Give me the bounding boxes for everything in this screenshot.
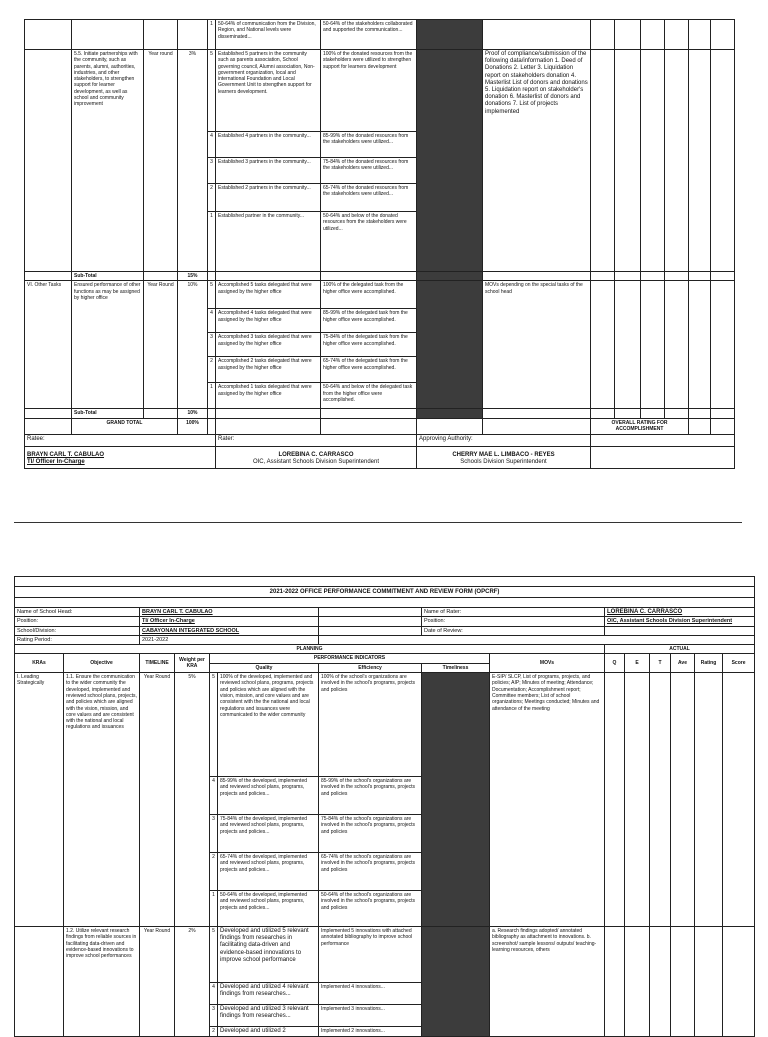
table-row: I. Leading Strategically 1.1. Ensure the communication to the wider community the developed, implemented and reviewed school plans, projects, and policies which are aligned with the vision, mission, and core values and are consistent with the national and local regulations and issuances Year Round 5% 5 100% of the developed, implemented and reviewed school plans, programs, projects and policies which are aligned with the vision, mission, and core values and are consistent with the the national and local regulations and issuances were communicated to the wider community 100% of the school's organizations are involved in the school's programs, projects and policies E-SIP/ SLCP, List of programs, projects, and policies; AIP; Minutes of meeting; Attendance; Documentation; Accomplishment report; Committee members; List of school organizations; Meetings conducted; Minutes and attendance of the meeting [15,673,755,777]
table-row: 1.2. Utilize relevant research findings from reliable sources in facilitating data-driven and evidence-based innovations to improve school performances Year Round 2% 5 Developed and utilized 5 relevant findings from researches in facilitating data-driven and evidence-based innovations to improve school performance Implemented 5 innovations with attached annotated bibliography to improve school performance a. Research findings adopted/ annotated bibliography as attachment to innovations. b. screenshot/ sample lessons/ outputs/ teaching-learning resources, others [15,927,755,983]
rater-label: Rater: [216,434,417,446]
movs-cell: MOVs depending on the special tasks of the school head [483,281,591,409]
actual-header: ACTUAL [605,645,755,654]
movs-cell: E-SIP/ SLCP, List of programs, projects, and policies; AIP; Minutes of meeting; Attendance; Documentation; Accomplishment report; Committee members; List of school organizations; Meetings conducted; Minutes and attendance of the meeting [490,673,605,927]
form-title: 2021-2022 OFFICE PERFORMANCE COMMITMENT AND REVIEW FORM (OPCRF) [15,587,755,598]
timeliness-cell [417,281,483,409]
subtotal-label: Sub-Total [72,272,144,281]
timeline-cell: Year Round [140,673,175,927]
ratee-label: Ratee: [25,434,216,446]
quality-header: Quality [210,663,319,672]
q-header: Q [605,654,625,673]
table-row: 4 85-99% of the developed, implemented and reviewed school plans, programs, projects and policies... 85-99% of the school's organizations are involved in the school's programs, projects and policies [15,777,755,815]
timeline-header: TIMELINE [140,654,175,673]
rater-position: OIC, Assistant Schools Division Superintendent [252,459,380,466]
table-row: 5.5. Initiate partnerships with the community, such as parents, alumni, authorities, industries, and other stakeholders, to strengthen support for learner development, as well as school and community improvement Year round 3% 5 Established 5 partners in the community such as parents association, School governing council, Alumni association, Non-government organization, local and international Foundation and Local Government Unit to strengthen support for learners development. 100% of the donated resources from the stakeholders were utilized to strengthen support for learners development Proof of compliance/submission of the following data/information 1. Deed of Donations 2. Letter 3. Liquidation report on stakeholders donation 4. Masterlist List of donors and donations 5. Liquidation report on stakeholder's donation 6. Masterlist of donors and donations 7. List of projects implemented [25,50,735,132]
position-value: TI/ Officer In-Charge [140,617,319,626]
approver-name: CHERRY MAE L. LIMBACO - REYES [452,451,555,458]
weight-cell: 3% [178,50,208,272]
signatory-names-row [25,446,735,468]
rater-name: LOREBINA C. CARRASCO [278,451,354,458]
rating-header: Rating [695,654,723,673]
overall-rating-label: OVERALL RATING FOR ACCOMPLISHMENT [591,418,689,434]
signatory-labels-row [25,434,735,446]
table-row: 3 Developed and utilized 3 relevant findings from researches... Implemented 3 innovations... [15,1005,755,1027]
top-row [25,20,735,50]
period-value: 2021-2022 [140,635,319,644]
timeliness-header: Timeliness [422,663,490,672]
rater-name-value: LOREBINA C. CARRASCO [605,608,755,617]
rater-position-label: Position: [422,617,605,626]
table-row: 4 Established 4 partners in the community... 85-99% of the donated resources from the stakeholders were utilized... [25,132,735,158]
timeline-cell: Year Round [144,281,178,409]
ratee-name: BRAYN CARL T. CABULAO [27,451,105,458]
weight-cell: 10% [178,281,208,409]
table-row: 3 Accomplished 3 tasks delegated that were assigned by the higher office 75-84% of the delegated task from the higher office were accomplished. [25,333,735,357]
period-label: Rating Period: [15,635,140,644]
grand-total-weight: 100% [178,418,208,434]
table-row: 3 75-84% of the developed, implemented and reviewed school plans, programs, projects and policies... 75-84% of the school's organizations are involved in the school's programs, projects and policies [15,815,755,853]
approving-label: Approving Authority: [417,434,591,446]
subtotal-label: Sub-Total [72,409,144,418]
table-row: 3 Established 3 partners in the community... 75-84% of the donated resources from the stakeholders were utilized... [25,158,735,184]
opcrf-page-1-table [24,19,735,469]
grand-total-row [25,418,735,434]
table-row: 4 Developed and utilized 4 relevant findings from researches... Implemented 4 innovations... [15,983,755,1005]
timeliness-cell [422,927,490,1037]
efficiency-cell: 50-64% of the stakeholders collaborated and supported the communication... [321,20,417,50]
kras-header: KRAs [15,654,64,673]
kra-cell: I. Leading Strategically [15,673,64,927]
approver-position: Schools Division Superintendent [460,459,547,466]
school-head-name: BRAYN CARL T. CABULAO [140,608,319,617]
table-row: 1 Established partner in the community... 50-64% and below of the donated resources from the stakeholders were utilized... [25,212,735,272]
rater-name-label: Name of Rater: [422,608,605,617]
e-header: E [625,654,650,673]
score-header: Score [723,654,755,673]
timeliness-cell [417,50,483,272]
ratee-position: TI/ Officer In-Charge [27,459,85,466]
table-row: 2 Developed and utilized 2 Implemented 2 innovations... [15,1027,755,1037]
subtotal-weight: 10% [178,409,208,418]
page-divider [14,522,742,523]
timeline-cell: Year Round [140,927,175,1037]
movs-cell: Proof of compliance/submission of the following data/information 1. Deed of Donations 2. Letter 3. Liquidation report on stakeholders donation 4. Masterlist List of donors and donations 5. Liquidation report on stakeholder's donation 6. Masterlist of donors and donations 7. List of projects implemented [483,50,591,272]
objective-header: Objective [64,654,140,673]
indicators-header: PERFORMANCE INDICATORS [210,654,490,663]
weight-header: Weight per KRA [175,654,210,673]
review-date-label: Date of Review: [422,626,605,635]
table-row: VI. Other Tasks Ensured performance of other functions as may be assigned by higher office Year Round 10% 5 Accomplished 5 tasks delegated that were assigned by the higher office 100% of the delegated task from the higher office were accomplished. MOVs depending on the special tasks of the school head [25,281,735,309]
table-row: 2 65-74% of the developed, implemented and reviewed school plans, programs, projects and policies... 65-74% of the school's organizations are involved in the school's programs, projects and policies [15,853,755,891]
table-row: 1 50-64% of the developed, implemented and reviewed school plans, programs, projects and policies... 50-64% of the school's organizations are involved in the school's programs, projects and policies [15,891,755,927]
opcrf-page-2-table [14,576,755,1037]
weight-cell: 2% [175,927,210,1037]
timeliness-cell [422,673,490,927]
grand-total-label: GRAND TOTAL [72,418,178,434]
ave-header: Ave [671,654,695,673]
movs-cell: a. Research findings adopted/ annotated bibliography as attachment to innovations. b. screenshot/ sample lessons/ outputs/ teaching-learning resources, others [490,927,605,1037]
table-row: 2 Accomplished 2 tasks delegated that were assigned by the higher office 65-74% of the delegated task from the higher office were accomplished. [25,357,735,383]
kra-cell [25,20,72,50]
position-label: Position: [15,617,140,626]
table-row: 2 Established 2 partners in the community... 65-74% of the donated resources from the stakeholders were utilized... [25,184,735,212]
timeline-cell: Year round [144,50,178,272]
weight-cell: 5% [175,673,210,927]
objective-cell: 1.2. Utilize relevant research findings from reliable sources in facilitating data-driven and evidence-based innovations to improve school performances [64,927,140,1037]
t-header: T [650,654,671,673]
quality-cell: 50-64% of communication from the Division, Region, and National levels were disseminated... [216,20,321,50]
table-row: 4 Accomplished 4 tasks delegated that were assigned by the higher office 85-99% of the delegated task from the higher office were accomplished. [25,309,735,333]
objective-cell: 5.5. Initiate partnerships with the community, such as parents, alumni, authorities, industries, and other stakeholders, to strengthen support for learner development, as well as school and community improvement [72,50,144,272]
movs-header: MOVs [490,654,605,673]
subtotal-weight: 15% [178,272,208,281]
timeliness-cell [417,20,483,50]
rating-number: 1 [208,20,216,50]
efficiency-header: Efficiency [319,663,422,672]
objective-cell: 1.1. Ensure the communication to the wider community the developed, implemented and reviewed school plans, projects, and policies which are aligned with the vision, mission, and core values and are consistent with the national and local regulations and issuances [64,673,140,927]
subtotal-row [25,272,735,281]
table-row: 1 Accomplished 1 tasks delegated that were assigned by the higher office 50-64% and below of the delegated task from the higher office were accomplished. [25,383,735,409]
rater-position-value: OIC, Assistant Schools Division Superintendent [605,617,755,626]
kra-cell: VI. Other Tasks [25,281,72,409]
name-label: Name of School Head: [15,608,140,617]
objective-cell: Ensured performance of other functions as may be assigned by higher office [72,281,144,409]
subtotal-row [25,409,735,418]
school-value: CABAYONAN INTEGRATED SCHOOL [140,626,319,635]
school-label: School/Division: [15,626,140,635]
planning-header: PLANNING [15,645,605,654]
